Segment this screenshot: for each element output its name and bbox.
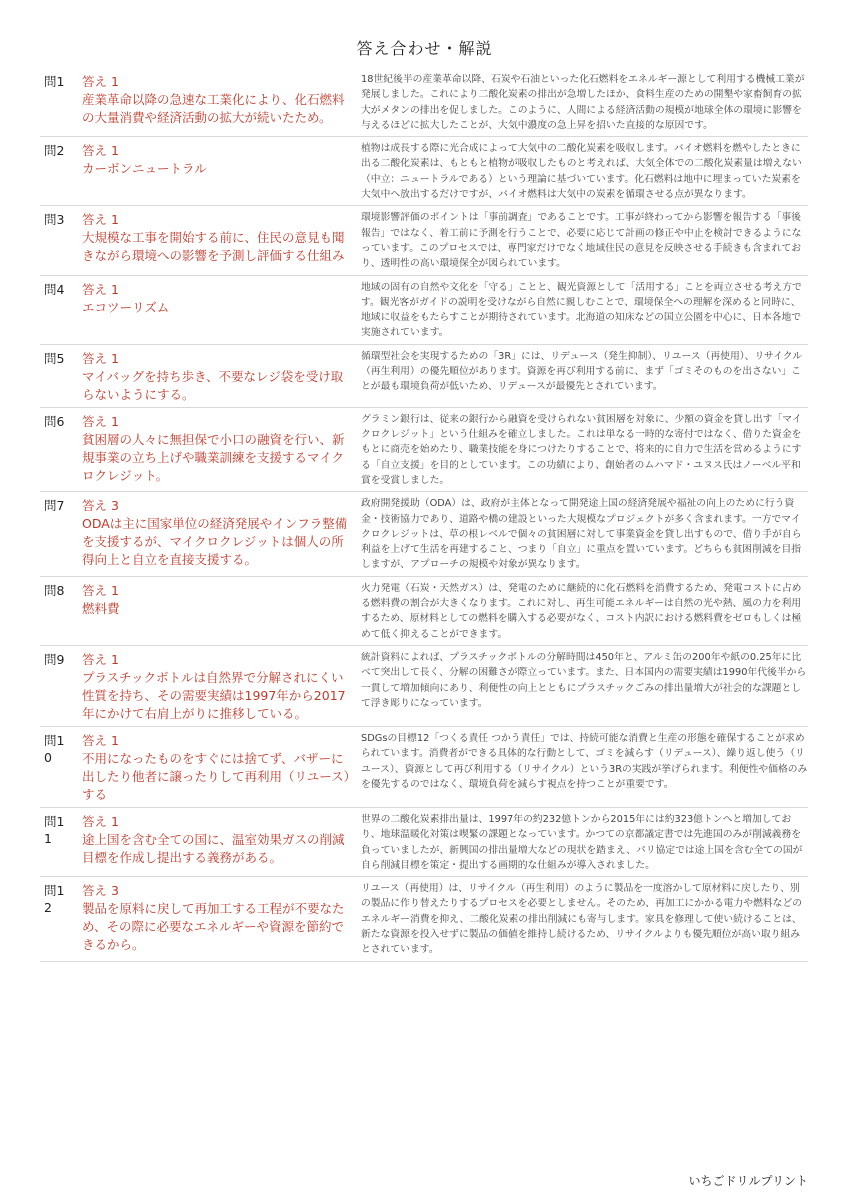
answer-block xyxy=(82,210,355,271)
answer-row xyxy=(40,492,808,576)
answer-row xyxy=(40,646,808,727)
question-number: 問1 xyxy=(44,74,65,89)
answer-row xyxy=(40,68,808,137)
explanation-text: 環境影響評価のポイントは「事前調査」であることです。工事が終わってから影響を報告する「事後報告」ではなく、着工前に予測を行うことで、必要に応じて計画の修正や中止を検討できるようになっています。このプロセスでは、専門家だけでなく地域住民の意見を反映させる手続きも含まれており、透明性の高い環境保全が図られています。 xyxy=(361,212,802,270)
explanation-text: グラミン銀行は、従来の銀行から融資を受けられない貧困層を対象に、少額の資金を貸し出す「マイクロクレジット」という仕組みを確立しました。これは単なる一時的な寄付ではなく、借りた資金をもとに商売を始めたり、職業技能を身につけたりすることで、将来的に自力で生活を営めるようにする「自立支援」を目的としています。この功績により、創始者のムハマド・ユヌス氏はノーベル平和賞を受賞しました。 xyxy=(361,413,802,486)
answer-text: 製品を原料に戻して再加工する工程が不要なため、その際に必要なエネルギーや資源を節約できるから。 xyxy=(82,901,345,953)
explanation-text: 植物は成長する際に光合成によって大気中の二酸化炭素を吸収します。バイオ燃料を燃やしたときに出る二酸化炭素は、もともと植物が吸収したものと考えれば、大気全体での二酸化炭素量は増えない（中立：ニュートラルである）という理論に基づいています。化石燃料は地中に埋まっていた炭素を大気中へ放出するだけですが、バイオ燃料は大気中の炭素を循環させる点が異なります。 xyxy=(361,143,802,201)
answer-block xyxy=(82,812,355,873)
answer-list xyxy=(40,68,808,962)
question-number: 問6 xyxy=(44,413,65,429)
answer-row xyxy=(40,877,808,961)
answer-label: 答え 1 xyxy=(82,281,119,297)
question-number: 問3 xyxy=(44,212,65,228)
answer-row xyxy=(40,577,808,646)
answer-block xyxy=(82,496,355,572)
question-number: 問11 xyxy=(44,813,65,846)
answer-block xyxy=(82,72,355,133)
answer-block xyxy=(82,650,355,723)
answer-row xyxy=(40,206,808,275)
question-number: 問9 xyxy=(44,651,65,667)
answer-row xyxy=(40,727,808,808)
explanation-text: SDGsの目標12「つくる責任 つかう責任」では、持続可能な消費と生産の形態を確保することが求められています。消費者ができる具体的な行動として、ゴミを減らす（リデュース）、繰り返し使う（リユース）、資源として再び利用する（リサイクル）という3Rの実践が挙げられます。利便性や価格のみを優先するのではなく、環境負荷を減らす視点を持つことが重要です。 xyxy=(361,732,808,790)
explanation-text: 政府開発援助（ODA）は、政府が主体となって開発途上国の経済発展や福祉の向上のために行う資金・技術協力であり、道路や橋の建設といった大規模なプロジェクトが多く含まれます。一方でマイクロクレジットは、草の根レベルで個々の貧困層に対して事業資金を貸し出すもので、借り手が自ら利益を上げて生活を再建すること、つまり「自立」に重点を置いています。どちらも貧困削減を目指しますが、アプローチの規模や対象が異なります。 xyxy=(361,498,802,571)
answer-label: 答え 1 xyxy=(82,651,119,667)
answer-text: 途上国を含む全ての国に、温室効果ガスの削減目標を作成し提出する義務がある。 xyxy=(82,831,345,865)
answer-label: 答え 1 xyxy=(82,143,119,159)
answer-row xyxy=(40,137,808,206)
question-number: 問5 xyxy=(44,350,65,366)
explanation-text: 火力発電（石炭・天然ガス）は、発電のために継続的に化石燃料を消費するため、発電コストに占める燃料費の割合が大きくなります。これに対し、再生可能エネルギーは自然の光や熱、風の力を利用するため、原材料としての燃料を購入する必要がなく、コスト内訳における燃料費をゼロもしくは極めて低く抑えることができます。 xyxy=(361,582,802,640)
answer-text: 産業革命以降の急速な工業化により、化石燃料の大量消費や経済活動の拡大が続いたため。 xyxy=(82,92,345,125)
answer-text: エコツーリズム xyxy=(82,299,170,315)
question-number: 問8 xyxy=(44,582,65,598)
answer-label: 答え 1 xyxy=(82,732,119,748)
answer-block xyxy=(82,280,355,341)
question-number: 問12 xyxy=(44,883,65,916)
answer-label: 答え 1 xyxy=(82,350,119,366)
answer-row xyxy=(40,276,808,345)
explanation-text: 地域の固有の自然や文化を「守る」ことと、観光資源として「活用する」ことを両立させる考え方です。観光客がガイドの説明を受けながら自然に親しむことで、環境保全への理解を深めると同時に、地域に収益をもたらすことが期待されています。北海道の知床などの国立公園を中心に、日本各地で実施されています。 xyxy=(361,281,802,339)
explanation-text: 18世紀後半の産業革命以降、石炭や石油といった化石燃料をエネルギー源として利用する機械工業が発展しました。これにより二酸化炭素の排出が急増したほか、食料生産のための開墾や家畜飼育の拡大がメタンの排出を促しました。このように、人間による経済活動の規模が地球全体の環境に影響を与えるほどに拡大したことが、大気中濃度の急上昇を招いた直接的な原因です。 xyxy=(361,74,805,131)
answer-text: ODAは主に国家単位の経済発展やインフラ整備を支援するが、マイクロクレジットは個人の所得向上と自立を直接支援する。 xyxy=(82,516,348,568)
answer-label: 答え 3 xyxy=(82,498,119,514)
explanation-text: リユース（再使用）は、リサイクル（再生利用）のように製品を一度溶かして原材料に戻したり、別の製品に作り替えたりするプロセスを必要としません。そのため、再加工にかかる電力や燃料などのエネルギー消費を抑え、二酸化炭素の排出削減にも寄与します。家具を修理して使い続けることは、新たな資源を投入せずに製品の価値を維持し続けるため、リサイクルよりも優先順位が高い取り組みとされています。 xyxy=(361,883,803,956)
answer-label: 答え 1 xyxy=(82,413,119,429)
answer-label: 答え 1 xyxy=(82,582,119,598)
page-title: 答え合わせ・解説 xyxy=(356,39,493,58)
answer-block xyxy=(82,349,355,404)
answer-row xyxy=(40,345,808,408)
answer-label: 答え 1 xyxy=(82,813,119,829)
answer-text: 貧困層の人々に無担保で小口の融資を行い、新規事業の立ち上げや職業訓練を支援するマイクロクレジット。 xyxy=(82,431,345,483)
explanation-text: 世界の二酸化炭素排出量は、1997年の約232億トンから2015年には約323億トンへと増加しており、地球温暖化対策は喫緊の課題となっています。かつての京都議定書では先進国のみが削減義務を負っていましたが、新興国の排出量増大などの現状を踏まえ、パリ協定では途上国を含む全ての国が自ら削減目標を策定・提出する画期的な仕組みが導入されました。 xyxy=(361,813,803,871)
answer-label: 答え 3 xyxy=(82,883,119,899)
answer-text: マイバッグを持ち歩き、不要なレジ袋を受け取らないようにする。 xyxy=(82,368,344,402)
question-number: 問7 xyxy=(44,498,65,514)
question-number: 問2 xyxy=(44,143,65,159)
question-number: 問10 xyxy=(44,732,65,765)
answer-text: プラスチックボトルは自然界で分解されにくい性質を持ち、その需要実績は1997年から2017年にかけて右肩上がりに推移している。 xyxy=(82,669,346,721)
answer-text: カーボンニュートラル xyxy=(82,161,207,177)
explanation-text: 循環型社会を実現するための「3R」には、リデュース（発生抑制）、リユース（再使用）、リサイクル（再生利用）の優先順位があります。資源を再び利用する前に、まず「ゴミそのものを出さない」ことが最も環境負荷が低いため、リデュースが最優先とされています。 xyxy=(361,350,803,393)
explanation-text: 統計資料によれば、プラスチックボトルの分解時間は450年と、アルミ缶の200年や紙の0.25年に比べて突出して長く、分解の困難さが際立っています。また、日本国内の需要実績は1990年代後半から一貫して増加傾向にあり、利便性の向上とともにプラスチックごみの排出量増大が社会的な課題として浮き彫りになっています。 xyxy=(361,651,807,709)
answer-block xyxy=(82,731,355,804)
answer-text: 大規模な工事を開始する前に、住民の意見も聞きながら環境への影響を予測し評価する仕組み xyxy=(82,230,345,264)
answer-block xyxy=(82,881,355,957)
answer-text: 燃料費 xyxy=(82,600,120,616)
footer-brand: いちごドリルプリント xyxy=(688,1174,808,1188)
answer-label: 答え 1 xyxy=(82,74,119,89)
question-number: 問4 xyxy=(44,281,65,297)
answer-row xyxy=(40,808,808,877)
answer-block xyxy=(82,581,355,642)
answer-block xyxy=(82,412,355,488)
answer-row xyxy=(40,408,808,492)
answer-label: 答え 1 xyxy=(82,212,119,228)
answer-text: 不用になったものをすぐには捨てず、バザーに出したり他者に譲ったりして再利用（リユース）する xyxy=(82,750,350,802)
answer-block xyxy=(82,141,355,202)
